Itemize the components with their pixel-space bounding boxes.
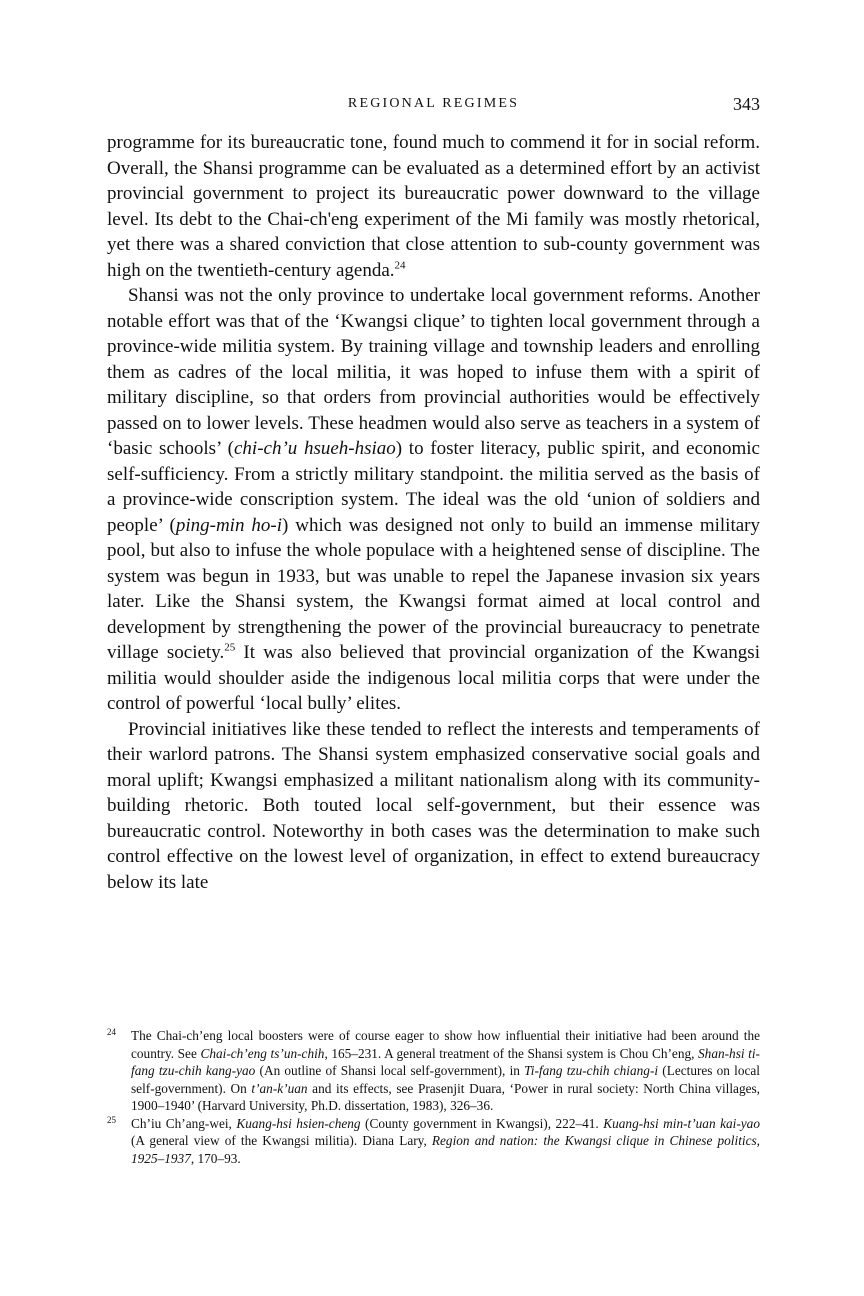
footnote-text: (Lectures on local self-government). On: [131, 1063, 760, 1096]
footnote-ref-24: 24: [394, 259, 406, 272]
footnote-text: , 170–93.: [190, 1150, 241, 1166]
footnote-title: Chai-ch’eng ts’un-chih: [200, 1045, 325, 1061]
footnote-text: and its effects, see Prasenjit Duara, ‘Power in rural society: North China villages, 1900–1940’ (Harvard University, Ph.D. dissertation, 1983), 326–36.: [131, 1080, 760, 1113]
footnote-24: [107, 1027, 760, 1115]
paragraph-3: Provincial initiatives like these tended to reflect the interests and temperaments of their warlord patrons. The Shansi system emphasized conservative social goals and moral uplift; Kwangsi emphasized a militant nationalism along with its community-building rhetoric. Both touted local self-government, but their essence was bureaucratic control. Noteworthy in both cases was the determination to make such control effective on the lowest level of organization, in effect to extend bureaucracy below its late: [107, 718, 760, 893]
footnote-text: The Chai-ch’eng local boosters were of course eager to show how influential their initiative had been around the country. See: [131, 1028, 760, 1061]
footnote-title: Region and nation: the Kwangsi clique in Chinese politics, 1925–1937: [131, 1133, 760, 1166]
paragraph-1-text: programme for its bureaucratic tone, found much to commend it for in social reform. Overall, the Shansi programme can be evaluated as a determined effort by an activist provincial government to project its bureaucratic power downward to the village level. Its debt to the Chai-ch'eng experiment of the Mi family was mostly rhetorical, yet there was a shared conviction that close attention to sub-county government was high on the twentieth-century agenda.: [107, 132, 760, 281]
footnote-title: Ti-fang tzu-chih chiang-i: [524, 1063, 659, 1078]
footnote-text: , 165–231. A general treatment of the Shansi system is Chou Ch’eng,: [324, 1045, 699, 1061]
main-text: [107, 130, 760, 895]
footnote-text: Ch’iu Ch’ang-wei,: [131, 1115, 237, 1131]
footnote-text: (An outline of Shansi local self-government), in: [255, 1063, 525, 1078]
paragraph-2-text-a: Shansi was not the only province to undertake local government reforms. Another notable effort was that of the ‘Kwangsi clique’ to tighten local government through a province-wide militia system. By training village and township leaders and enrolling them as cadres of the local militia, it was hoped to infuse them with a spirit of military discipline, so that orders from provincial authorities would be effectively passed on to lower levels. These headmen would also serve as teachers in a system of ‘basic schools’ (: [107, 285, 760, 459]
footnote-number: 24: [107, 1027, 116, 1037]
page-number: 343: [733, 94, 760, 114]
footnote-text: (A general view of the Kwangsi militia). Diana Lary,: [131, 1133, 432, 1148]
running-head: REGIONAL REGIMES: [347, 96, 520, 111]
footnote-number: 25: [107, 1114, 116, 1125]
romanized-term-union: ping-min ho-i: [175, 514, 283, 536]
paragraph-2-text-c: ) which was designed not only to build an immense military pool, but also to infuse the whole populace with a heightened sense of discipline. The system was begun in 1933, but was unable to repel the Japanese invasion six years later. Like the Shansi system, the Kwangsi format aimed at local control and development by strengthening the power of the provincial bureaucracy to penetrate village society.: [107, 514, 760, 663]
footnote-title: Kuang-hsi hsien-cheng: [236, 1115, 361, 1131]
paragraph-2-text-d: It was also believed that provincial organization of the Kwangsi militia would shoulder aside the indigenous local militia corps that were under the control of powerful ‘local bully’ elites.: [107, 642, 760, 714]
paragraph-1: [107, 130, 760, 283]
footnote-25: [107, 1115, 760, 1168]
paragraph-2-text-b: ) to foster literacy, public spirit, and economic self-sufficiency. From a strictly military standpoint. the militia served as the basis of a province-wide conscription system. The ideal was the old ‘union of soldiers and people’ (: [107, 438, 760, 536]
paragraph-2: [107, 283, 760, 717]
footnote-title: Kuang-hsi min-t’uan kai-yao: [603, 1115, 760, 1131]
footnotes: [107, 1027, 760, 1167]
footnote-title: t’an-k’uan: [251, 1080, 308, 1096]
footnote-ref-25: 25: [224, 641, 236, 654]
footnote-title: Shan-hsi ti-fang tzu-chih kang-yao: [131, 1045, 760, 1078]
footnote-text: (County government in Kwangsi), 222–41.: [360, 1115, 604, 1131]
romanized-term-basic-schools: chi-ch’u hsueh-hsiao: [233, 438, 396, 459]
page-header: [107, 96, 760, 118]
